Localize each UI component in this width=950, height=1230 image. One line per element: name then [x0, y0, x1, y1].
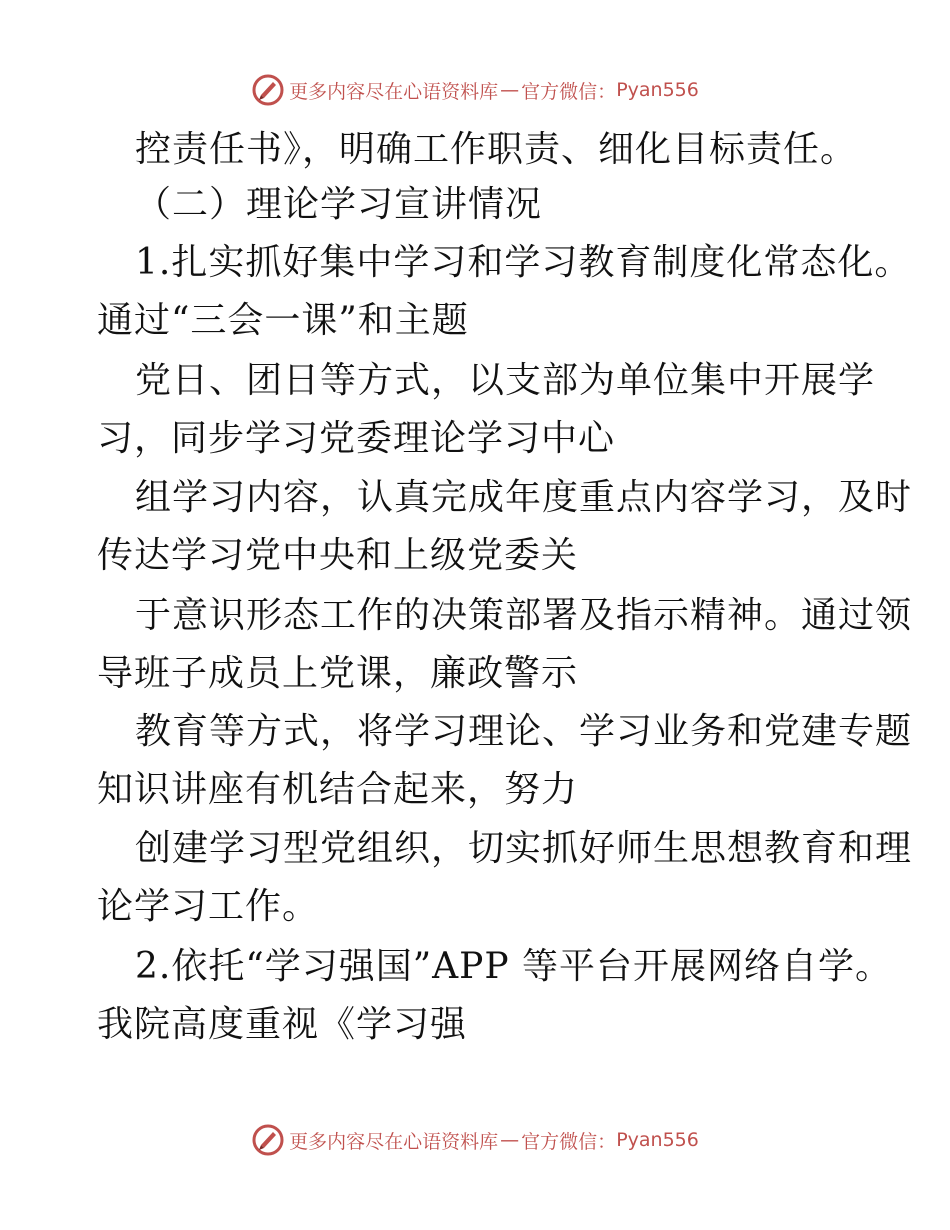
footer-wechat-id: Pyan556 — [616, 1129, 699, 1151]
text-line: 控责任书》，明确工作职责、细化目标责任。 — [135, 129, 858, 170]
header-wechat-id: Pyan556 — [616, 79, 699, 101]
text-line: 传达学习党中央和上级党委关 — [97, 535, 579, 576]
text-line: 党日、团日等方式，以支部为单位集中开展学 — [135, 360, 876, 401]
text-line: 1.扎实抓好集中学习和学习教育制度化常态化。 — [135, 242, 912, 283]
text-line: 教育等方式，将学习理论、学习业务和党建专题 — [135, 711, 913, 752]
footer-wechat-label: 官方微信： — [521, 1130, 617, 1153]
logo-icon — [251, 1123, 285, 1157]
text-line: 习，同步学习党委理论学习中心 — [97, 418, 616, 459]
text-line: 导班子成员上党课，廉政警示 — [97, 653, 579, 694]
text-line: 论学习工作。 — [97, 886, 320, 927]
text-line: 知识讲座有机结合起来，努力 — [97, 769, 579, 810]
text-line: 于意识形态工作的决策部署及指示精神。通过领 — [135, 595, 913, 636]
text-line: 我院高度重视《学习强 — [97, 1004, 468, 1045]
footer-banner — [0, 1120, 950, 1160]
text-line: 创建学习型党组织，切实抓好师生思想教育和理 — [135, 828, 913, 869]
header-banner-separator: — — [500, 79, 520, 101]
footer-banner-text: 更多内容尽在心语资料库 — [289, 1130, 499, 1153]
section-heading: （二）理论学习宣讲情况 — [135, 184, 543, 225]
text-line: 通过“三会一课”和主题 — [97, 300, 469, 341]
text-line: 2.依托“学习强国”APP 等平台开展网络自学。 — [135, 946, 893, 987]
header-wechat-label: 官方微信： — [521, 80, 617, 103]
footer-banner-separator: — — [500, 1129, 520, 1151]
header-banner-text: 更多内容尽在心语资料库 — [289, 80, 499, 103]
text-line: 组学习内容，认真完成年度重点内容学习，及时 — [135, 477, 913, 518]
